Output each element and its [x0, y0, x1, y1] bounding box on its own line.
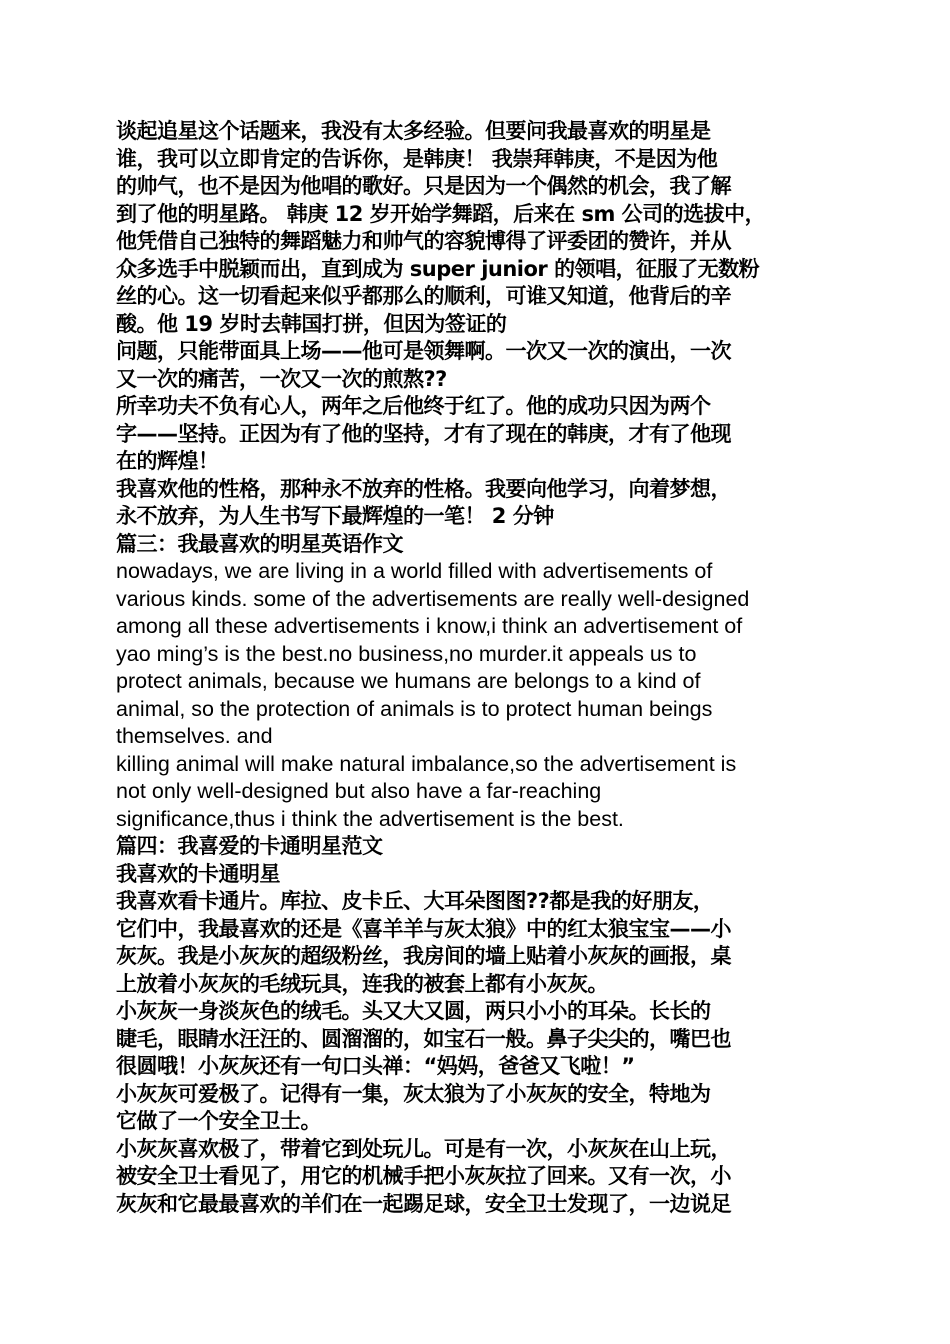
- text-line: 我喜欢他的性格，那种永不放弃的性格。我要向他学习，向着梦想，: [116, 476, 731, 501]
- text-line: 谁，我可以立即肯定的告诉你，是韩庚！ 我崇拜韩庚，不是因为他: [116, 146, 718, 171]
- text-line: 酸。他 19 岁时去韩国打拼，但因为签证的: [116, 311, 507, 336]
- document-page: [116, 118, 840, 1218]
- text-line: 所幸功夫不负有心人，两年之后他终于红了。他的成功只因为两个: [116, 394, 711, 418]
- text-line: 又一次的痛苦，一次又一次的煎熬??: [116, 366, 447, 391]
- text-line: 问题，只能带面具上场——他可是领舞啊。一次又一次的演出，一次: [116, 339, 731, 363]
- text-line: 在的辉煌！: [116, 449, 219, 473]
- text-line: 篇四：我喜爱的卡通明星范文: [116, 834, 383, 858]
- text-line: 灰灰和它最最喜欢的羊们在一起踢足球，安全卫士发现了，一边说足: [116, 1191, 731, 1216]
- text-line: nowadays, we are living in a world filled with advertisements of: [116, 559, 713, 583]
- text-line: 我喜欢的卡通明星: [116, 861, 280, 886]
- text-line: 它做了一个安全卫士。: [116, 1109, 321, 1133]
- text-line: 小灰灰可爱极了。记得有一集，灰太狼为了小灰灰的安全，特地为: [116, 1081, 711, 1106]
- text-line: 睫毛，眼睛水汪汪的、圆溜溜的，如宝石一般。鼻子尖尖的，嘴巴也: [116, 1026, 731, 1051]
- text-line: themselves. and: [116, 724, 273, 748]
- text-line: 小灰灰喜欢极了，带着它到处玩儿。可是有一次，小灰灰在山上玩，: [116, 1136, 731, 1161]
- text-line: 到了他的明星路。 韩庚 12 岁开始学舞蹈，后来在 sm 公司的选拔中，: [116, 201, 766, 226]
- text-line: animal, so the protection of animals is to protect human beings: [116, 696, 713, 721]
- text-line: 永不放弃，为人生书写下最辉煌的一笔！ 2 分钟: [116, 504, 554, 528]
- text-line: 灰灰。我是小灰灰的超级粉丝，我房间的墙上贴着小灰灰的画报，桌: [116, 944, 731, 968]
- text-line: 篇三：我最喜欢的明星英语作文: [116, 531, 403, 556]
- text-line: among all these advertisements i know,i think an advertisement of: [116, 614, 743, 638]
- text-line: yao ming’s is the best.no business,no murder.it appeals us to: [116, 641, 697, 666]
- text-line: 上放着小灰灰的毛绒玩具，连我的被套上都有小灰灰。: [116, 971, 608, 996]
- text-line: 我喜欢看卡通片。库拉、皮卡丘、大耳朵图图??都是我的好朋友，: [116, 889, 714, 913]
- text-line: significance,thus i think the advertisement is the best.: [116, 806, 624, 831]
- text-line: not only well-designed but also have a far-reaching: [116, 779, 602, 803]
- text-line: protect animals, because we humans are belongs to a kind of: [116, 669, 701, 693]
- text-line: 被安全卫士看见了，用它的机械手把小灰灰拉了回来。又有一次，小: [116, 1164, 731, 1188]
- text-line: various kinds. some of the advertisements are really well-designed: [116, 586, 750, 611]
- text-line: 丝的心。这一切看起来似乎都那么的顺利，可谁又知道，他背后的辛: [116, 284, 731, 308]
- text-line: 很圆哦！小灰灰还有一句口头禅：“妈妈，爸爸又飞啦！”: [116, 1054, 635, 1078]
- text-line: killing animal will make natural imbalance,so the advertisement is: [116, 751, 737, 776]
- text-line: 字——坚持。正因为有了他的坚持，才有了现在的韩庚，才有了他现: [116, 421, 731, 446]
- text-line: 它们中，我最喜欢的还是《喜羊羊与灰太狼》中的红太狼宝宝——小: [116, 916, 731, 941]
- text-line: 小灰灰一身淡灰色的绒毛。头又大又圆，两只小小的耳朵。长长的: [116, 999, 711, 1023]
- text-line: 众多选手中脱颖而出，直到成为 super junior 的领唱，征服了无数粉: [116, 256, 760, 281]
- text-line: 他凭借自己独特的舞蹈魅力和帅气的容貌博得了评委团的赞许，并从: [116, 229, 731, 253]
- text-line: 的帅气，也不是因为他唱的歌好。只是因为一个偶然的机会，我了解: [116, 174, 731, 198]
- text-line: 谈起追星这个话题来，我没有太多经验。但要问我最喜欢的明星是: [116, 119, 711, 143]
